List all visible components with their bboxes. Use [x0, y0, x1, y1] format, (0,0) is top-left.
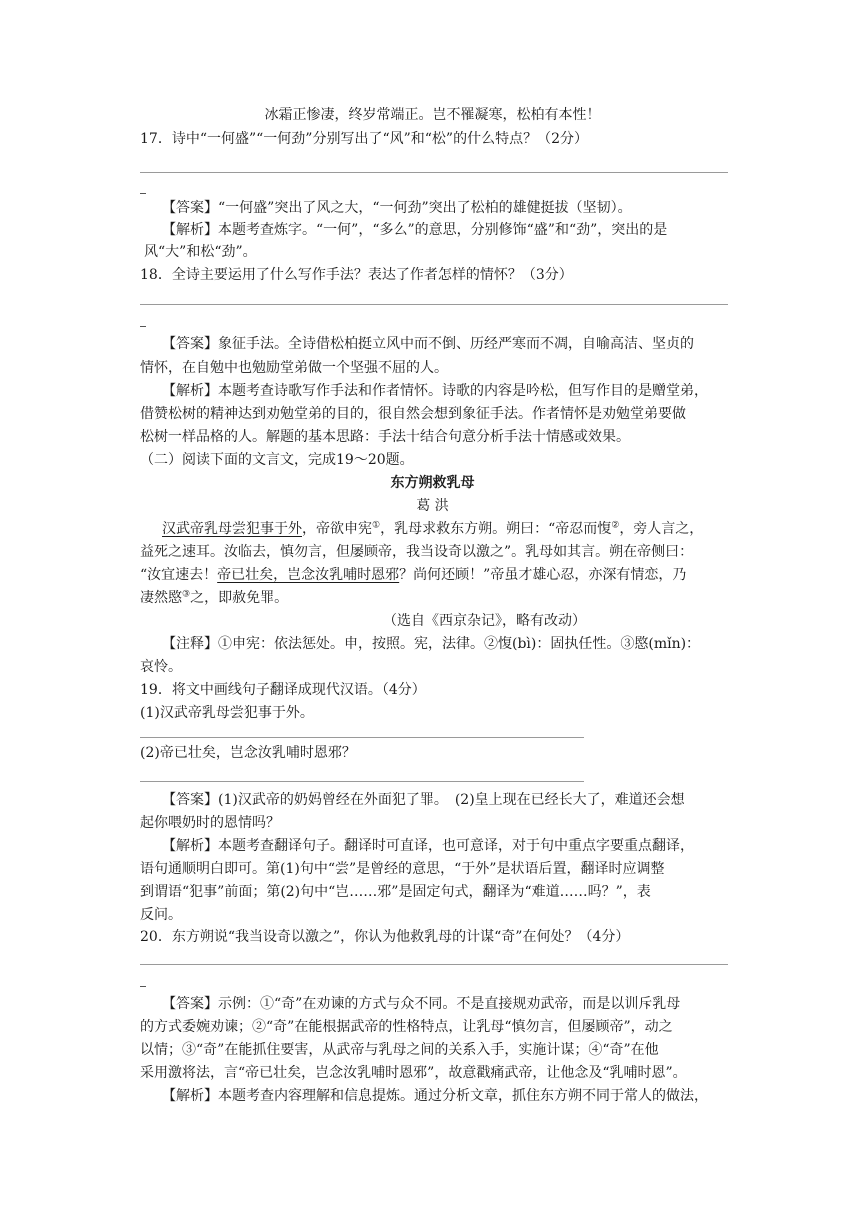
answer-19-line-1: 【答案】(1)汉武帝的奶妈曾经在外面犯了罪。 (2)皇上现在已经长大了，难道还会想: [162, 792, 685, 808]
answer-19-line-2: 起你喂奶时的恩情吗？: [140, 815, 280, 831]
section-2-intro: （二）阅读下面的文言文，完成19～20题。: [140, 452, 414, 468]
analysis-19-line-4: 反问。: [140, 907, 182, 923]
analysis-17-line-1: 【解析】本题考查炼字。“一何”，“多么”的意思，分别修饰“盛”和“劲”，突出的是: [162, 222, 668, 238]
analysis-20-line-1: 【解析】本题考查内容理解和信息提炼。通过分析文章，抓住东方朔不同于常人的做法，: [162, 1088, 708, 1104]
question-19-sub-1: (1)汉武帝乳母尝犯事于外。: [140, 705, 314, 721]
note-marker-2: ②: [611, 520, 620, 531]
answer-line: [140, 304, 728, 305]
answer-20-line-4: 采用激将法，言“帝已壮矣，岂念汝乳哺时恩邪”，故意戳痛武帝，让他念及“乳哺时恩”。: [140, 1065, 687, 1081]
answer-18-line-1: 【答案】象征手法。全诗借松柏挺立风中而不倒、历经严寒而不凋，自喻高洁、坚贞的: [162, 336, 694, 352]
notes-line-2: 哀怜。: [140, 659, 182, 675]
poem-line: 冰霜正惨凄，终岁常端正。岂不罹凝寒，松柏有本性！: [264, 107, 601, 123]
analysis-18-line-1: 【解析】本题考查诗歌写作手法和作者情怀。诗歌的内容是吟松，但写作目的是赠堂弟，: [162, 383, 708, 399]
passage-title: 东方朔救乳母: [390, 475, 475, 491]
answer-line: [140, 964, 728, 965]
analysis-18-line-2: 借赞松树的精神达到劝勉堂弟的目的，很自然会想到象征手法。作者情怀是劝勉堂弟要做: [140, 406, 686, 422]
answer-line-end: [140, 193, 146, 194]
underlined-sentence-2: 帝已壮矣，岂念汝乳哺时恩邪: [217, 567, 400, 583]
note-marker-1: ①: [372, 520, 381, 531]
analysis-18-line-3: 松树一样品格的人。解题的基本思路：手法十结合句意分析手法十情感或效果。: [140, 429, 630, 445]
answer-17: 【答案】“一何盛”突出了风之大，“一何劲”突出了松柏的雄健挺拔（坚韧）。: [162, 200, 632, 216]
answer-18-line-2: 情怀，在自勉中也勉励堂弟做一个坚强不屈的人。: [140, 360, 448, 376]
passage-author: 葛 洪: [416, 498, 449, 514]
answer-20-line-2: 的方式委婉劝谏；②“奇”在能根据武帝的性格特点，让乳母“慎勿言，但屡顾帝”，动之: [140, 1019, 673, 1035]
passage-line-3: “汝宜速去！帝已壮矣，岂念汝乳哺时恩邪？尚何还顾！”帝虽才雄心忍，亦深有情恋，乃: [140, 567, 687, 583]
analysis-19-line-3: 到谓语“犯事”前面；第(2)句中“岂……邪”是固定句式，翻译为“难道……吗？”，表: [140, 884, 651, 900]
answer-line: [140, 172, 728, 173]
answer-line-end: [140, 326, 146, 327]
note-marker-3: ③: [182, 589, 191, 600]
question-19-sub-2: (2)帝已壮矣，岂念汝乳哺时恩邪？: [140, 745, 356, 761]
question-17: 17．诗中“一何盛”“一何劲”分别写出了“风”和“松”的什么特点？（2分）: [140, 131, 588, 147]
question-18: 18．全诗主要运用了什么写作手法？表达了作者怎样的情怀？（3分）: [140, 267, 573, 283]
question-19: 19．将文中画线句子翻译成现代汉语。（4分）: [140, 682, 426, 698]
answer-line-end: [140, 986, 146, 987]
underlined-sentence-1: 汉武帝乳母尝犯事于外: [162, 521, 302, 537]
analysis-19-line-2: 语句通顺明白即可。第(1)句中“尝”是曾经的意思，“于外”是状语后置，翻译时应调整: [140, 861, 665, 877]
passage-line-2: 益死之速耳。汝临去，慎勿言，但屡顾帝，我当设奇以激之”。乳母如其言。朔在帝侧曰：: [140, 544, 694, 560]
analysis-17-line-2: 风“大”和松“劲”。: [144, 244, 257, 260]
passage-source: （选自《西京杂记》，略有改动）: [383, 613, 586, 629]
question-20: 20．东方朔说“我当设奇以激之”，你认为他救乳母的计谋“奇”在何处？（4分）: [140, 929, 630, 945]
answer-20-line-3: 以情；③“奇”在能抓住要害，从武帝与乳母之间的关系入手，实施计谋；④“奇”在他: [140, 1042, 659, 1058]
notes-line-1: 【注释】①申宪：依法惩处。申，按照。宪，法律。②愎(bì)：固执任性。③愍(mǐn)：: [162, 636, 701, 652]
answer-20-line-1: 【答案】示例：①“奇”在劝谏的方式与众不同。不是直接规劝武帝，而是以训斥乳母: [162, 996, 681, 1012]
passage-line-1: 汉武帝乳母尝犯事于外，帝欲申宪①，乳母求救东方朔。朔曰：“帝忍而愎②，旁人言之，: [162, 520, 704, 537]
answer-line: [140, 737, 584, 738]
passage-line-4: 凄然愍③之，即赦免罪。: [140, 589, 289, 606]
analysis-19-line-1: 【解析】本题考查翻译句子。翻译时可直译，也可意译，对于句中重点字要重点翻译，: [162, 838, 694, 854]
answer-line: [140, 781, 584, 782]
